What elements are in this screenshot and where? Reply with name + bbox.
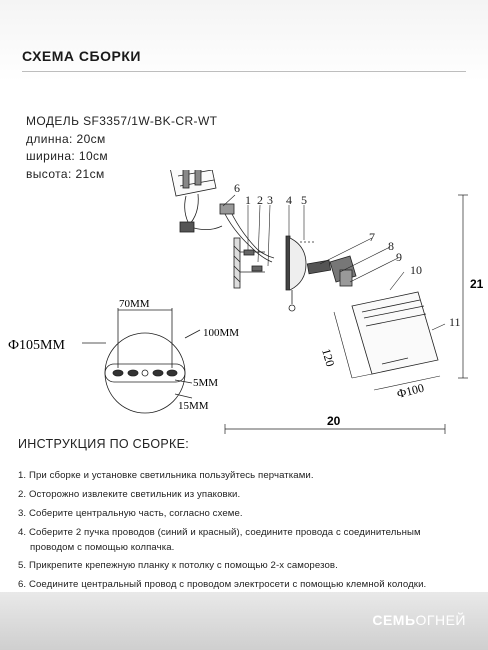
instruction-step: 1. При сборке и установке светильника пользуйтесь перчатками.	[18, 470, 314, 481]
part-number-6: 6	[234, 181, 240, 195]
part-number-3: 3	[267, 193, 273, 207]
height-spec: высота: 21см	[26, 166, 105, 181]
length-spec: длинна: 20см	[26, 131, 106, 146]
width-spec: ширина: 10см	[26, 149, 109, 163]
part-number-4: 4	[286, 193, 292, 207]
mount-plate-drawing	[220, 204, 274, 288]
overall-length-label: 20	[327, 414, 341, 428]
header-band	[0, 0, 488, 82]
brand-logo	[372, 612, 466, 628]
part-number-11: 11	[449, 315, 461, 329]
shade-height-label: 120	[319, 346, 338, 369]
assembly-diagram	[0, 170, 488, 435]
header-divider	[22, 71, 466, 72]
instruction-step: 4. Соберите 2 пучка проводов (синий и красный), соедините провода с соединительным	[18, 527, 421, 538]
brand-logo-light: ОГНЕЙ	[415, 612, 466, 628]
instruction-step-continued: проводом с помощью колпачка.	[30, 542, 175, 553]
brand-logo-bold: СЕМЬ	[372, 612, 416, 628]
overall-dimensions	[225, 195, 468, 434]
part-number-2: 2	[257, 193, 263, 207]
part-number-7: 7	[369, 230, 375, 244]
part-number-10: 10	[410, 263, 422, 277]
part-number-9: 9	[396, 250, 402, 264]
instruction-step: 2. Осторожно извлеките светильник из упаковки.	[18, 489, 241, 500]
instruction-step: 3. Соберите центральную часть, согласно схеме.	[18, 508, 243, 519]
part-numbers	[234, 181, 461, 329]
page-title: СХЕМА СБОРКИ	[22, 48, 141, 64]
part-number-8: 8	[388, 239, 394, 253]
terminal-block-drawing	[168, 170, 222, 232]
plate-slot-length-label: 15ММ	[178, 400, 209, 412]
part-number-1: 1	[245, 193, 251, 207]
shade-diameter-label: Ф100	[395, 380, 426, 401]
plate-detail-drawing	[82, 308, 200, 413]
overall-height-label: 21	[470, 277, 484, 291]
plate-diameter-label: Ф105ММ	[8, 338, 65, 353]
part-number-5: 5	[301, 193, 307, 207]
instruction-step: 5. Прикрепите крепежную планку к потолку с помощью 2-х саморезов.	[18, 560, 338, 571]
plate-center-spacing-label: 100ММ	[203, 327, 240, 339]
plate-slot-width-label: 5ММ	[193, 377, 219, 389]
instruction-step: 6. Соедините центральный провод с проводом электросети с помощью клемной колодки.	[18, 579, 427, 590]
instructions-title: ИНСТРУКЦИЯ ПО СБОРКЕ:	[18, 437, 189, 451]
model-label: МОДЕЛЬ SF3357/1W-BK-CR-WT	[26, 114, 218, 128]
plate-hole-spacing-label: 70ММ	[119, 298, 150, 310]
